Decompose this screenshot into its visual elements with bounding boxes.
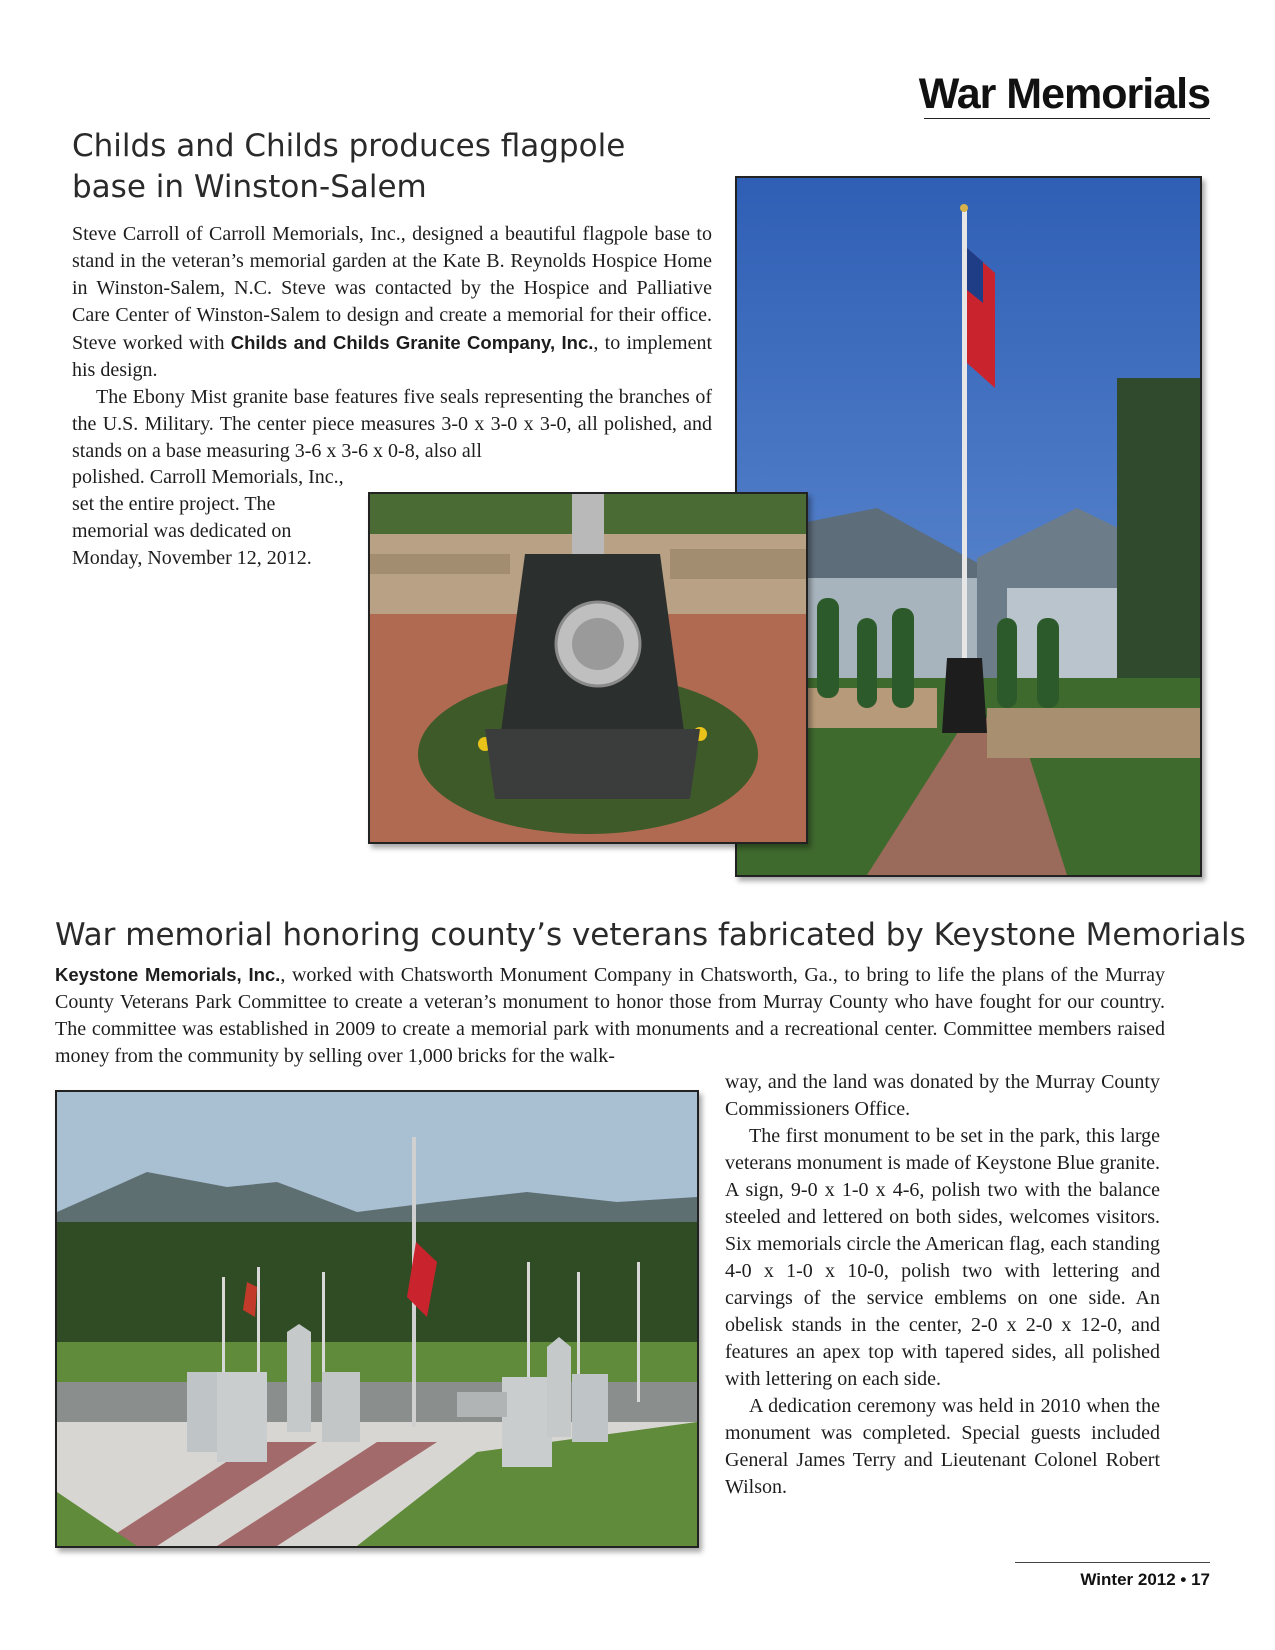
footer-issue-page: Winter 2012 • 17	[1080, 1570, 1210, 1589]
article2-paragraph-1-tail: way, and the land was donated by the Murray County Commissioners Office.	[725, 1071, 1160, 1120]
article2-body-top	[55, 961, 1165, 1070]
article1-paragraph-2-tail: polished. Carroll Memorials, Inc., set the entire project. The memorial was dedicated on Monday, November 12, 2012.	[72, 466, 344, 569]
footer-rule	[1015, 1562, 1210, 1563]
section-title-rule	[924, 118, 1210, 119]
company-name-bold: Childs and Childs Granite Company, Inc.	[230, 332, 594, 353]
veterans-park-photo	[55, 1090, 699, 1548]
article1-paragraph-1: Steve Carroll of Carroll Memorials, Inc., designed a beautiful flagpole base to stand in the veteran’s memorial garden at the Kate B. Reynolds Hospice Home in Winston-Salem, N.C. Steve was contacted by the Hospice and Palliative Care Center of Winston-Salem to design and create a memorial for their office. Steve worked with Childs and Childs Granite Company, Inc., to implement his design.	[72, 223, 712, 381]
article2-paragraph-3: A dedication ceremony was held in 2010 when the monument was completed. Special guests included General James Terry and Lieutenant Colonel Robert Wilson.	[725, 1395, 1160, 1498]
article1-headline	[72, 126, 632, 208]
keystone-name-bold: Keystone Memorials, Inc.	[55, 964, 281, 985]
article1-headline-line2: base in Winston-Salem	[72, 169, 427, 205]
section-title: War Memorials	[918, 70, 1210, 118]
article1-headline-line1: Childs and Childs produces flagpole	[72, 128, 626, 164]
article2-headline: War memorial honoring county’s veterans fabricated by Keystone Memorials	[55, 917, 1246, 953]
article1-paragraph-2: The Ebony Mist granite base features five seals representing the branches of the U.S. Military. The center piece measures 3-0 x 3-0 x 3-0, all polished, and stands on a base measuring 3-6 x 3-6 x 0-8, also all	[72, 386, 712, 462]
article2-body-right	[725, 1069, 1160, 1501]
article1-body	[72, 221, 712, 465]
article1-body-tail	[72, 464, 352, 572]
article2-paragraph-1: Keystone Memorials, Inc., worked with Chatsworth Monument Company in Chatsworth, Ga., to bring to life the plans of the Murray County Veterans Park Committee to create a veteran’s monument to honor those from Murray County who have fought for our country. The committee was established in 2009 to create a memorial park with monuments and a recreational center. Committee members raised money from the community by selling over 1,000 bricks for the walk-	[55, 964, 1165, 1067]
article2-paragraph-2: The first monument to be set in the park, this large veterans monument is made of Keystone Blue granite. A sign, 9-0 x 1-0 x 4-6, polish two with the balance steeled and lettered on both sides, welcomes visitors. Six memorials circle the American flag, each standing 4-0 x 1-0 x 10-0, polish two with lettering and carvings of the service emblems on one side. An obelisk stands in the center, 2-0 x 2-0 x 12-0, and features an apex top with tapered sides, all polished with lettering on each side.	[725, 1125, 1160, 1390]
granite-base-closeup-photo	[368, 492, 808, 844]
